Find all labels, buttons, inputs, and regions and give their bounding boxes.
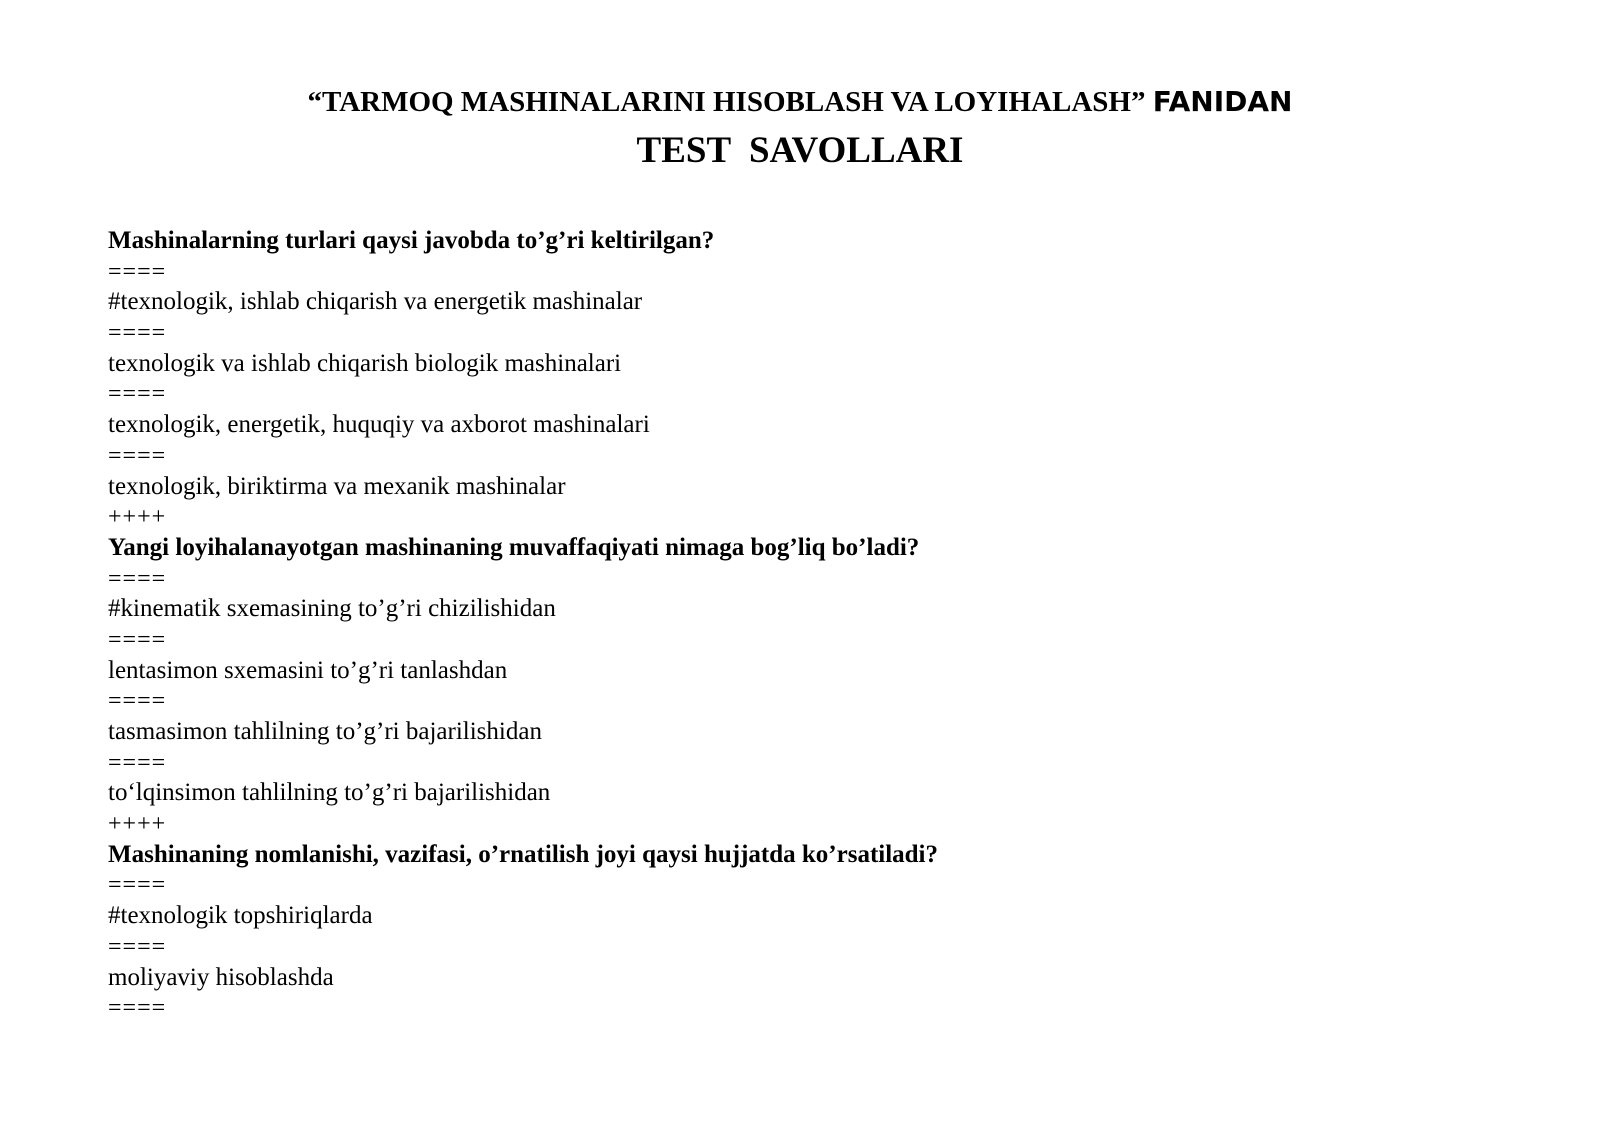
answer-option: to‘lqinsimon tahlilning to’g’ri bajarilishidan: [108, 779, 551, 807]
test-questions: [108, 226, 1508, 1024]
question-text: Mashinaning nomlanishi, vazifasi, o’rnatilish joyi qaysi hujjatda ko’rsatiladi?: [108, 840, 939, 868]
option-separator: ====: [108, 442, 167, 469]
answer-option: #texnologik topshiriqlarda: [108, 902, 373, 930]
answer-option: lentasimon sxemasini to’g’ri tanlashdan: [108, 656, 508, 684]
option-separator: ====: [108, 933, 167, 960]
document-title: [0, 84, 1600, 120]
answer-option: tasmasimon tahlilning to’g’ri bajarilishidan: [108, 718, 542, 745]
answer-option: texnologik, biriktirma va mexanik mashinalar: [108, 472, 566, 500]
option-separator: ====: [108, 995, 167, 1022]
answer-option: moliyaviy hisoblashda: [108, 963, 334, 991]
question-text: Yangi loyihalanayotgan mashinaning muvaffaqiyati nimaga bog’liq bo’ladi?: [108, 533, 920, 561]
option-separator: ====: [108, 626, 167, 653]
option-separator: ====: [108, 749, 167, 776]
answer-option: #kinematik sxemasining to’g’ri chizilishidan: [108, 595, 556, 623]
answer-option: #texnologik, ishlab chiqarish va energetik mashinalar: [108, 288, 643, 316]
answer-option: texnologik va ishlab chiqarish biologik mashinalari: [108, 349, 622, 377]
document-subtitle: TEST SAVOLLARI: [636, 130, 964, 171]
question-separator: ++++: [108, 811, 167, 838]
option-separator: ====: [108, 565, 167, 592]
option-separator: ====: [108, 688, 167, 715]
title-suffix: FANIDAN: [1152, 85, 1293, 118]
option-separator: ====: [108, 381, 167, 408]
answer-option: texnologik, energetik, huquqiy va axborot mashinalari: [108, 411, 650, 439]
option-separator: ====: [108, 258, 167, 285]
question-text: Mashinalarning turlari qaysi javobda to’g’ri keltirilgan?: [108, 227, 715, 254]
question-separator: ++++: [108, 504, 167, 531]
option-separator: ====: [108, 872, 167, 899]
title-main: “TARMOQ MASHINALARINI HISOBLASH VA LOYIHALASH”: [307, 86, 1146, 118]
option-separator: ====: [108, 320, 167, 347]
